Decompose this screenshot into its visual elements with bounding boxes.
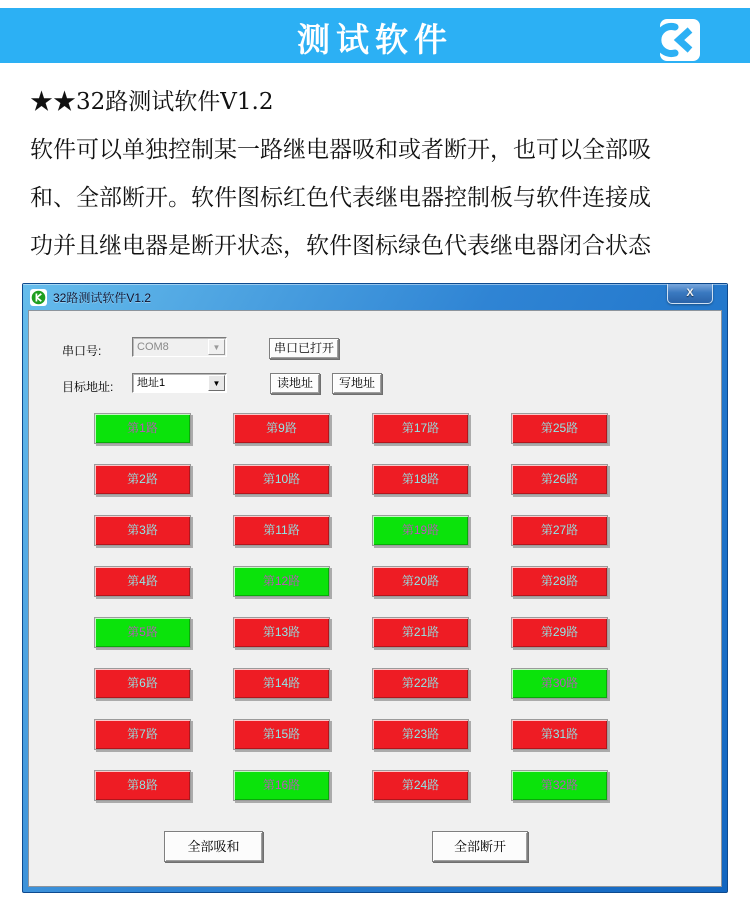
app-icon	[30, 289, 47, 306]
relay-button-第4路[interactable]: 第4路	[94, 566, 191, 597]
relay-button-第17路[interactable]: 第17路	[372, 413, 469, 444]
serial-port-select	[132, 337, 227, 357]
serial-port-value: COM8	[137, 341, 169, 353]
write-address-button[interactable]: 写地址	[332, 373, 382, 394]
all-open-button[interactable]: 全部断开	[432, 831, 528, 862]
relay-button-第10路[interactable]: 第10路	[233, 464, 330, 495]
relay-button-第20路[interactable]: 第20路	[372, 566, 469, 597]
window-titlebar[interactable]	[23, 284, 727, 310]
close-button[interactable]: X	[667, 284, 713, 304]
app-window	[22, 283, 728, 893]
target-address-label: 目标地址:	[62, 380, 114, 394]
relay-button-第11路[interactable]: 第11路	[233, 515, 330, 546]
relay-button-第3路[interactable]: 第3路	[94, 515, 191, 546]
relay-button-第19路[interactable]: 第19路	[372, 515, 469, 546]
relay-button-第13路[interactable]: 第13路	[233, 617, 330, 648]
relay-button-第21路[interactable]: 第21路	[372, 617, 469, 648]
relay-button-第31路[interactable]: 第31路	[511, 719, 608, 750]
relay-button-第2路[interactable]: 第2路	[94, 464, 191, 495]
serial-open-button[interactable]: 串口已打开	[269, 338, 339, 359]
target-address-value: 地址1	[137, 377, 166, 389]
relay-button-第9路[interactable]: 第9路	[233, 413, 330, 444]
relay-button-第16路[interactable]: 第16路	[233, 770, 330, 801]
relay-button-第15路[interactable]: 第15路	[233, 719, 330, 750]
relay-button-第30路[interactable]: 第30路	[511, 668, 608, 699]
intro-line-4: 功并且继电器是断开状态，软件图标绿色代表继电器闭合状态	[30, 233, 651, 259]
banner-title: 测试软件	[297, 20, 453, 59]
intro-line-2: 软件可以单独控制某一路继电器吸和或者断开，也可以全部吸	[30, 137, 651, 163]
relay-button-第27路[interactable]: 第27路	[511, 515, 608, 546]
all-close-button[interactable]: 全部吸和	[164, 831, 263, 862]
relay-button-第7路[interactable]: 第7路	[94, 719, 191, 750]
chevron-down-icon: ▼	[208, 375, 225, 391]
relay-button-第23路[interactable]: 第23路	[372, 719, 469, 750]
brand-ck-logo-icon	[660, 19, 700, 61]
intro-line-3: 和、全部断开。软件图标红色代表继电器控制板与软件连接成	[30, 185, 651, 211]
chevron-down-icon: ▼	[208, 339, 225, 355]
relay-button-第14路[interactable]: 第14路	[233, 668, 330, 699]
relay-button-第29路[interactable]: 第29路	[511, 617, 608, 648]
relay-button-第6路[interactable]: 第6路	[94, 668, 191, 699]
read-address-button[interactable]: 读地址	[270, 373, 320, 394]
serial-port-label: 串口号:	[62, 344, 102, 358]
relay-button-第5路[interactable]: 第5路	[94, 617, 191, 648]
window-client-area	[28, 310, 722, 887]
relay-button-第26路[interactable]: 第26路	[511, 464, 608, 495]
relay-button-第24路[interactable]: 第24路	[372, 770, 469, 801]
intro-paragraph	[30, 78, 730, 270]
relay-button-第8路[interactable]: 第8路	[94, 770, 191, 801]
top-banner	[0, 8, 750, 63]
relay-button-第25路[interactable]: 第25路	[511, 413, 608, 444]
target-address-select[interactable]	[132, 373, 227, 393]
relay-button-第18路[interactable]: 第18路	[372, 464, 469, 495]
relay-button-第12路[interactable]: 第12路	[233, 566, 330, 597]
relay-button-第1路[interactable]: 第1路	[94, 413, 191, 444]
relay-button-第22路[interactable]: 第22路	[372, 668, 469, 699]
relay-button-第28路[interactable]: 第28路	[511, 566, 608, 597]
window-title: 32路测试软件V1.2	[53, 290, 152, 305]
relay-button-第32路[interactable]: 第32路	[511, 770, 608, 801]
relay-grid	[94, 413, 608, 801]
intro-line-1: ★★32路测试软件V1.2	[30, 89, 274, 115]
